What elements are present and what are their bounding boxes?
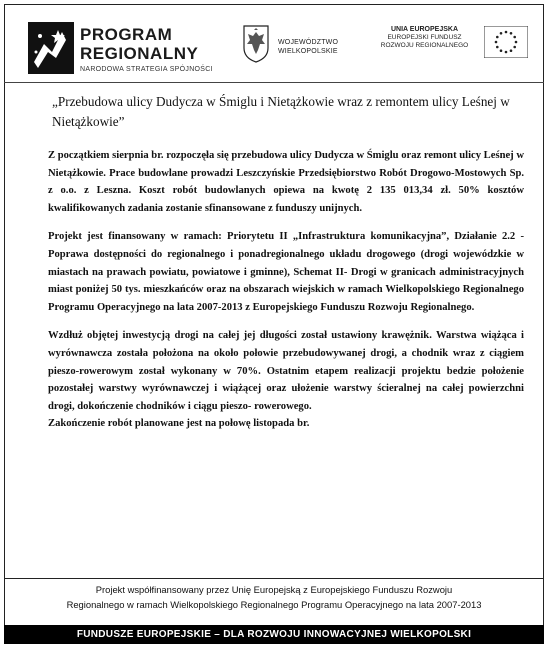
article-paragraph-2: Projekt jest finansowany w ramach: Priorytetu II „Infrastruktura komunikacyjna”, Działanie 2.2 - Poprawa dostępności do regionalnego i ponadregionalnego układu drogowego (drogi wojewódzkie w miastach na prawach powiatu, powiatowe i gminne), Schemat II- Drogi w granicach administracyjnych miast poniżej 50 tys. mieszkańców oraz na obszarach wiejskich w ramach Wielkopolskiego Regionalnego Programu Operacyjnego na lata 2007-2013 z Europejskiego Funduszu Rozwoju Regionalnego. (48, 231, 524, 313)
program-logo-line1: PROGRAM (80, 25, 173, 44)
voivodeship-line2: WIELKOPOLSKIE (278, 48, 338, 55)
header-divider (4, 82, 544, 83)
article-paragraph-4: Zakończenie robót planowane jest na połowę listopada br. (48, 418, 310, 430)
voivodeship-line1: WOJEWÓDZTWO (278, 39, 339, 46)
program-logo-line2: REGIONALNY (80, 44, 199, 63)
footer-banner: FUNDUSZE EUROPEJSKIE – DLA ROZWOJU INNOWACYJNEJ WIELKOPOLSKI (4, 625, 544, 644)
cofinancing-note-line1: Projekt współfinansowany przez Unię Europejską z Europejskiego Funduszu Rozwoju (95, 584, 453, 595)
flag-star-icon (28, 22, 74, 74)
eagle-crest-icon (242, 24, 270, 64)
program-logo-subtitle: NARODOWA STRATEGIA SPÓJNOŚCI (80, 66, 213, 73)
eu-flag-icon (484, 26, 528, 58)
cofinancing-note (4, 578, 544, 622)
article-paragraph-1: Z początkiem sierpnia br. rozpoczęła się przebudowa ulicy Dudycza w Śmiglu oraz remont ulicy Leśnej w Nietążkowie. Prace budowlane prowadzi Leszczyńskie Przedsiębiorstwo Robót Drogowo-Mostowych Sp. z o.o. z Leszna. Koszt robót budowlanych opiewa na kwotę 2 135 013,34 zł. 50% kosztów kwalifikowanych zadania zostanie sfinansowane z funduszy unijnych. (48, 150, 524, 214)
program-regionalny-logo (28, 22, 218, 78)
eu-logo (372, 26, 542, 72)
article-paragraph-3: Wzdłuż objętej inwestycją drogi na całej jej długości został ustawiony krawężnik. Warstwa wiążąca i wyrównawcza została położona na około połowie przebudowywanej drogi, a chodnik wraz z ciągiem pieszo-rowerowym został wykonany w 70%. Ostatnim etapem realizacji projektu bedzie położenie pozostałej warstwy wyrównawczej i wiążącej oraz ułożenie warstwy ścieralnej na całej powierzchni drogi, dokończenie chodników i ciągu pieszo- rowerowego. (48, 330, 524, 412)
voivodeship-logo (242, 24, 392, 74)
eu-logo-line3: ROZWOJU REGIONALNEGO (380, 42, 469, 49)
article (46, 92, 524, 433)
cofinancing-note-line2: Regionalnego w ramach Wielkopolskiego Regionalnego Programu Operacyjnego na lata 2007-2013 (66, 598, 482, 610)
eu-logo-line2: EUROPEJSKI FUNDUSZ (387, 34, 462, 41)
article-title: „Przebudowa ulicy Dudycza w Śmiglu i Nietążkowie wraz z remontem ulicy Leśnej w Nietążkowie” (52, 94, 510, 129)
logo-header (4, 4, 544, 82)
eu-logo-line1: UNIA EUROPEJSKA (390, 26, 459, 33)
